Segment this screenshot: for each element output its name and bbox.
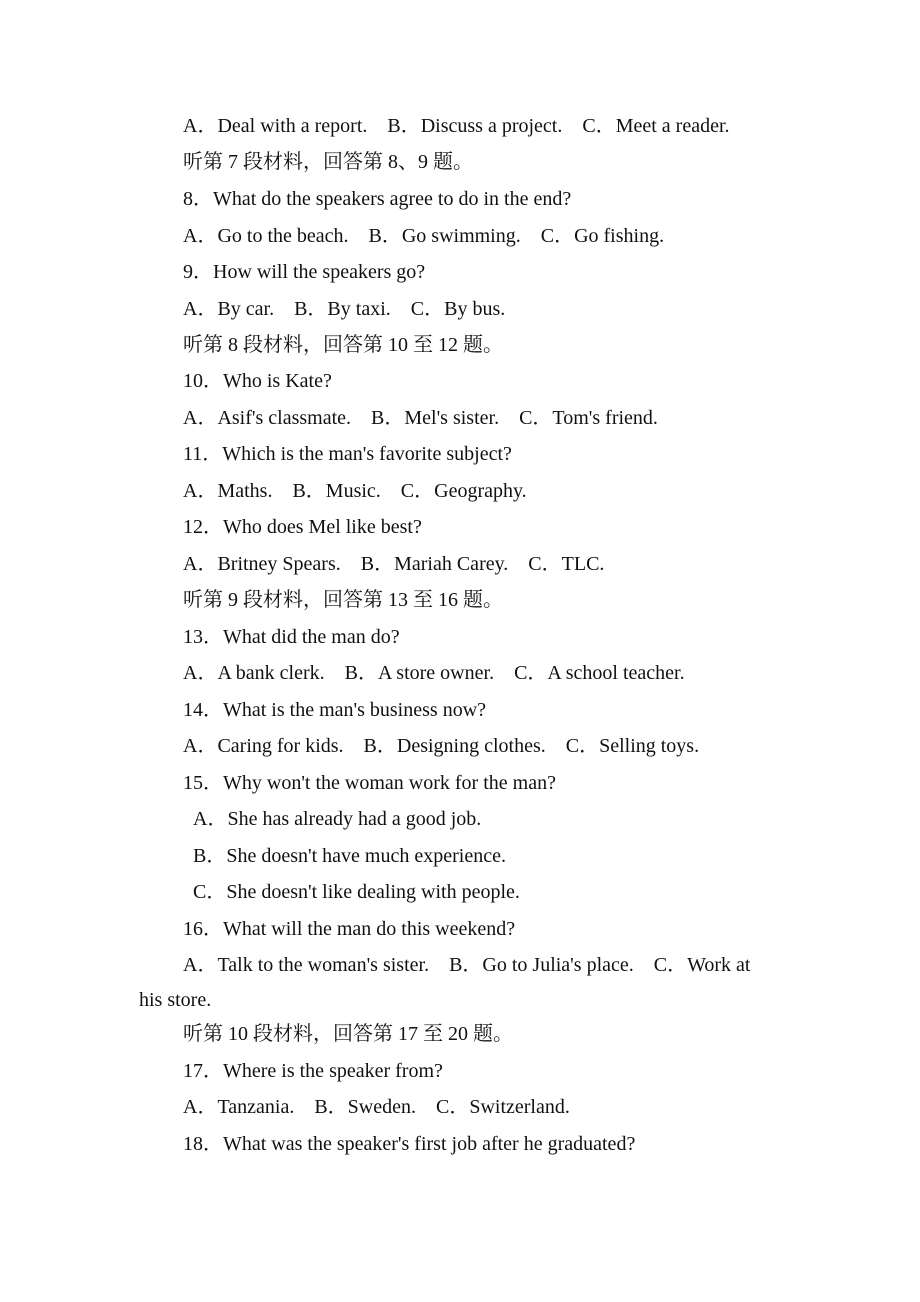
- q14-options: A．Caring for kids. B．Designing clothes. C．Selling toys.: [183, 735, 700, 757]
- section-9-instruction: 听第 9 段材料，回答第 13 至 16 题。: [183, 589, 503, 611]
- q9-options: A．By car. B．By taxi. C．By bus.: [183, 298, 506, 320]
- question-15: 15．Why won't the woman work for the man?: [183, 772, 556, 794]
- q17-options: A．Tanzania. B．Sweden. C．Switzerland.: [183, 1096, 570, 1118]
- question-8: 8．What do the speakers agree to do in the end?: [183, 188, 572, 210]
- section-10-instruction: 听第 10 段材料，回答第 17 至 20 题。: [183, 1023, 513, 1045]
- question-18: 18．What was the speaker's first job after he graduated?: [183, 1133, 636, 1155]
- q15-option-c: C．She doesn't like dealing with people.: [193, 881, 520, 903]
- section-8-instruction: 听第 8 段材料，回答第 10 至 12 题。: [183, 334, 503, 356]
- q12-options: A．Britney Spears. B．Mariah Carey. C．TLC.: [183, 553, 605, 575]
- question-14: 14．What is the man's business now?: [183, 699, 487, 721]
- question-10: 10．Who is Kate?: [183, 370, 332, 392]
- question-12: 12．Who does Mel like best?: [183, 516, 422, 538]
- q8-options: A．Go to the beach. B．Go swimming. C．Go fishing.: [183, 225, 665, 247]
- question-9: 9．How will the speakers go?: [183, 261, 426, 283]
- q10-options: A．Asif's classmate. B．Mel's sister. C．Tom's friend.: [183, 407, 658, 429]
- question-16: 16．What will the man do this weekend?: [183, 918, 516, 940]
- q7-options: A．Deal with a report. B．Discuss a project. C．Meet a reader.: [183, 115, 730, 137]
- q11-options: A．Maths. B．Music. C．Geography.: [183, 480, 527, 502]
- q16-options: A．Talk to the woman's sister. B．Go to Julia's place. C．Work at: [183, 954, 751, 976]
- question-17: 17．Where is the speaker from?: [183, 1060, 443, 1082]
- q13-options: A．A bank clerk. B．A store owner. C．A school teacher.: [183, 662, 685, 684]
- q15-option-a: A．She has already had a good job.: [193, 808, 482, 830]
- question-11: 11．Which is the man's favorite subject?: [183, 443, 512, 465]
- section-7-instruction: 听第 7 段材料，回答第 8、9 题。: [183, 151, 473, 173]
- q15-option-b: B．She doesn't have much experience.: [193, 845, 506, 867]
- q16-options-continued: his store.: [139, 989, 212, 1011]
- question-13: 13．What did the man do?: [183, 626, 400, 648]
